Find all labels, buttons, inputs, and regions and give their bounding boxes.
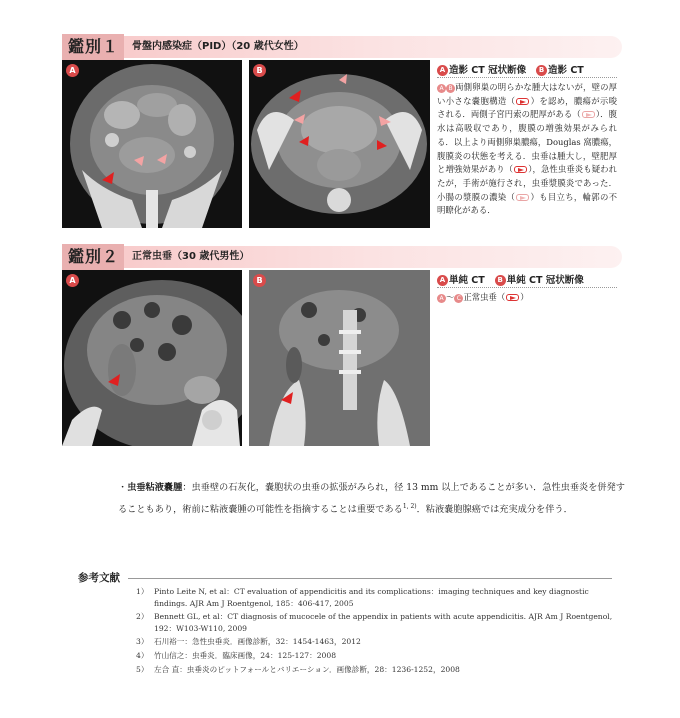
caption-circle-a: A	[437, 65, 448, 76]
caption-part4: ），急性虫垂炎も疑われたが，手術が施行され，虫垂漿膜炎であった．小腸の漿膜の濃染（	[437, 164, 617, 202]
references-list	[136, 586, 616, 677]
caption-heading-a-text: 単純 CT	[449, 275, 485, 286]
section2-tag: 鑑別２	[62, 244, 124, 270]
citation-superscript: 1, 2)	[402, 502, 417, 510]
image-label-a: A	[66, 274, 79, 287]
reference-text: 竹山信之：虫垂炎．臨床画像，24：125-127：2008	[154, 651, 337, 661]
caption-text: 正常虫垂（	[463, 292, 506, 302]
caption-part2: ）を認め，膿瘍が示唆される．両側子宮円索の肥厚がある（	[437, 95, 618, 120]
section2-caption-heading	[437, 272, 584, 286]
arrow-red-icon	[506, 294, 519, 301]
image-label-b: B	[253, 274, 266, 287]
reference-number: 5）	[136, 664, 149, 674]
reference-text: 左合 直：虫垂炎のピットフォールとバリエーション．画像診断，28：1236-1252，2008	[154, 664, 460, 674]
caption-heading-b-text: 単純 CT 冠状断像	[506, 275, 584, 286]
image-label-b: B	[253, 64, 266, 77]
bullet-marker: ・	[118, 482, 128, 493]
arrow-red-icon	[516, 98, 529, 105]
reference-item	[136, 650, 616, 662]
mucocele-paragraph	[118, 479, 630, 519]
section2-ct-image-a	[62, 270, 242, 446]
section2-header	[62, 246, 622, 268]
reference-text: Pinto Leite N, et al：CT evaluation of appendicitis and its complications：imaging techniques and key diagnostic findings. AJR Am J Roentgenol, 185：406-417, 2005	[154, 587, 589, 608]
bullet-text-1: ：虫垂壁の石灰化，嚢胞状の虫垂の拡張がみられ，径 13 mm 以上であることが多い．急性虫垂炎を併発することもあり，術前に粘液嚢腫の可能性を指摘することは重要である	[118, 482, 625, 515]
arrow-light-icon	[582, 111, 595, 118]
section1-title: 骨盤内感染症（PID）（20 歳代女性）	[132, 41, 304, 52]
section1-header	[62, 36, 622, 58]
caption-heading-a-text: 造影 CT 冠状断像	[449, 65, 527, 76]
caption-ref-a: A	[437, 84, 446, 93]
section2-ct-image-b	[249, 270, 430, 446]
reference-text: 石川裕一：急性虫垂炎．画像診断，32：1454-1463，2012	[154, 637, 361, 647]
reference-item	[136, 611, 616, 634]
section1-ct-image-a	[62, 60, 242, 228]
caption-part1: 両側卵巣の明らかな腫大はないが，壁の厚い小さな嚢胞構造（	[437, 82, 617, 106]
image-label-a: A	[66, 64, 79, 77]
section1-caption-heading	[437, 62, 584, 76]
caption-range: ～	[446, 292, 455, 302]
section1-tag: 鑑別１	[62, 34, 124, 60]
caption-heading-b-text: 造影 CT	[548, 65, 584, 76]
section1-caption-divider	[437, 77, 617, 78]
caption-part3: ）．腹水は高吸収であり，腹膜の増強効果がみられる．以上より両側卵巣膿瘍，Douglas 窩膿瘍，腹膜炎の状態を考える．虫垂は腫大し，壁肥厚と増強効果があり（	[437, 109, 617, 175]
caption-circle-b: B	[536, 65, 547, 76]
section1-ct-image-b	[249, 60, 430, 228]
caption-circle-a: A	[437, 275, 448, 286]
caption-ref-a: A	[437, 294, 446, 303]
bullet-term: 虫垂粘液嚢腫	[127, 482, 183, 493]
caption-ref-b: B	[446, 84, 455, 93]
reference-item	[136, 586, 616, 609]
section1-caption-body	[437, 81, 617, 218]
section2-title: 正常虫垂（30 歳代男性）	[132, 251, 250, 262]
caption-end: ）	[520, 292, 529, 302]
reference-number: 1）	[136, 587, 149, 596]
reference-item	[136, 664, 616, 676]
caption-circle-b: B	[495, 275, 506, 286]
reference-text: Bennett GL, et al：CT diagnosis of mucocele of the appendix in patients with acute appendicitis. AJR Am J Roentgenol, 192：W103-W110, 2009	[154, 612, 613, 633]
bullet-text-2: ．粘液嚢胞腺癌では充実成分を伴う．	[416, 503, 573, 515]
section2-caption-body	[437, 291, 617, 305]
arrow-light-icon	[516, 194, 529, 201]
reference-item	[136, 636, 616, 648]
reference-number: 3）	[136, 637, 149, 647]
section2-caption-divider	[437, 287, 617, 288]
references-title: 参考文献	[78, 572, 120, 584]
arrow-red-icon	[514, 166, 527, 173]
reference-number: 2）	[136, 612, 149, 622]
caption-part5: ）も目立ち，輪郭の不明瞭化がある．	[437, 191, 618, 216]
references-rule	[128, 578, 612, 579]
caption-ref-c: C	[454, 294, 463, 303]
reference-number: 4）	[136, 651, 149, 661]
